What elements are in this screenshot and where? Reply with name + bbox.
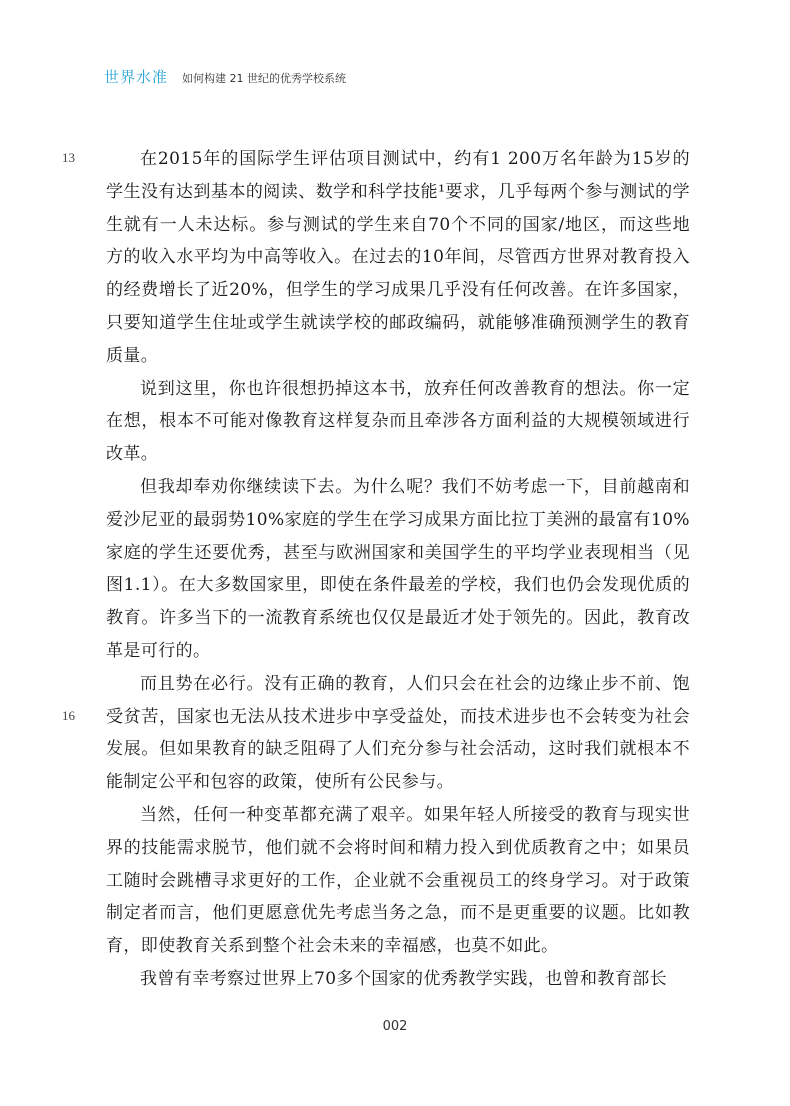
- series-title: 世界水准: [104, 68, 169, 86]
- paragraph: 说到这里，你也许很想扔掉这本书，放弃任何改善教育的想法。你一定在想，根本不可能对像教育这样复杂而且牵涉各方面利益的大规模领域进行改革。: [106, 378, 690, 465]
- margin-page-ref: 16: [62, 708, 75, 723]
- running-header: [104, 66, 346, 87]
- paragraph: 而且势在必行。没有正确的教育，人们只会在社会的边缘止步不前、饱受贫苦，国家也无法从技术进步中享受益处，而技术进步也不会转变为社会发展。但如果教育的缺乏阻碍了人们充分参与社会活动，这时我们就根本不能制定公平和包容的政策，使所有公民参与。: [106, 673, 690, 793]
- paragraph: 在2015年的国际学生评估项目测试中，约有1 200万名年龄为15岁的学生没有达到基本的阅读、数学和科学技能¹要求，几乎每两个参与测试的学生就有一人未达标。参与测试的学生来自70个不同的国家/地区，而这些地方的收入水平均为中高等收入。在过去的10年间，尽管西方世界对教育投入的经费增长了近20%，但学生的学习成果几乎没有任何改善。在许多国家，只要知道学生住址或学生就读学校的邮政编码，就能够准确预测学生的教育质量。: [106, 149, 690, 366]
- body-text: [106, 143, 690, 996]
- paragraph: 我曾有幸考察过世界上70多个国家的优秀教学实践，也曾和教育部长: [140, 968, 668, 989]
- page-number: 002: [382, 1019, 408, 1034]
- paragraph: 当然，任何一种变革都充满了艰辛。如果年轻人所接受的教育与现实世界的技能需求脱节，他们就不会将时间和精力投入到优质教育之中；如果员工随时会跳槽寻求更好的工作，企业就不会重视员工的终身学习。对于政策制定者而言，他们更愿意优先考虑当务之急，而不是更重要的议题。比如教育，即使教育关系到整个社会未来的幸福感，也莫不如此。: [106, 804, 690, 957]
- margin-page-ref: 13: [62, 150, 75, 165]
- paragraph: 但我却奉劝你继续读下去。为什么呢？我们不妨考虑一下，目前越南和爱沙尼亚的最弱势10%家庭的学生在学习成果方面比拉丁美洲的最富有10%家庭的学生还要优秀，甚至与欧洲国家和美国学生的平均学业表现相当（见图1.1）。在大多数国家里，即使在条件最差的学校，我们也仍会发现优质的教育。许多当下的一流教育系统也仅仅是最近才处于领先的。因此，教育改革是可行的。: [106, 476, 690, 661]
- book-title: 如何构建 21 世纪的优秀学校系统: [182, 72, 347, 85]
